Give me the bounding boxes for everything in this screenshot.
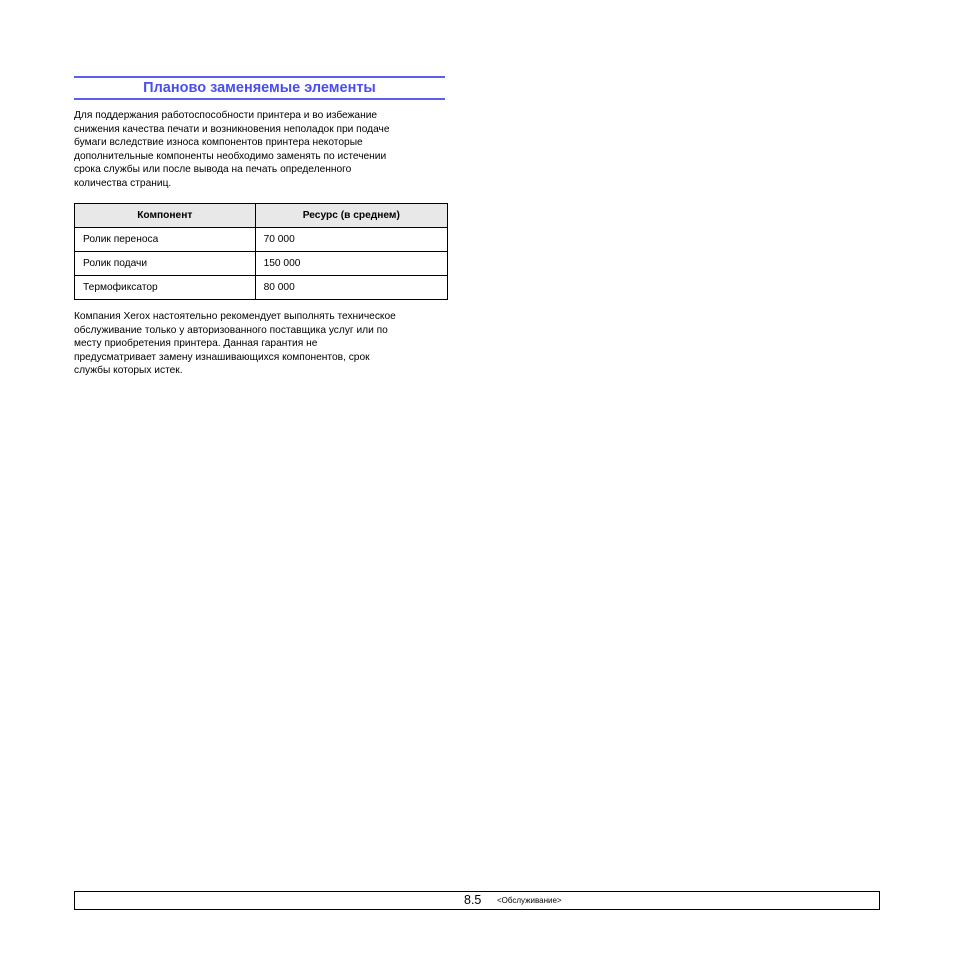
component-cell: Термофиксатор [75, 276, 256, 300]
intro-line: снижения качества печати и возникновения неполадок при подаче [74, 123, 390, 135]
table-row [75, 252, 448, 276]
intro-line: количества страниц. [74, 177, 172, 189]
intro-line: Для поддержания работоспособности принтера и во избежание [74, 110, 378, 121]
intro-line: бумаги вследствие износа компонентов принтера некоторые [74, 137, 363, 149]
yield-cell: 80 000 [255, 276, 447, 300]
footer-section-name: <Обслуживание> [497, 896, 562, 905]
intro-paragraph [74, 109, 449, 191]
component-cell: Ролик переноса [75, 228, 256, 252]
table-header-row [75, 204, 448, 228]
warranty-note-paragraph [74, 310, 449, 378]
section-heading-block [74, 76, 445, 100]
note-line: обслуживание только у авторизованного поставщика услуг или по [74, 324, 388, 336]
note-line: предусматривает замену изнашивающихся компонентов, срок [74, 351, 370, 363]
replaceable-parts-table [74, 203, 448, 300]
intro-line: дополнительные компоненты необходимо заменять по истечении [74, 150, 387, 162]
table-row [75, 276, 448, 300]
section-title: Планово заменяемые элементы [143, 80, 376, 96]
intro-line: срока службы или после вывода на печать определенного [74, 164, 352, 176]
note-line: месту приобретения принтера. Данная гарантия не [74, 338, 318, 350]
table-row [75, 228, 448, 252]
column-header-component: Компонент [75, 204, 256, 228]
page-number: 8.5 [464, 893, 482, 907]
component-cell: Ролик подачи [75, 252, 256, 276]
yield-cell: 70 000 [255, 228, 447, 252]
note-line: Компания Xerox настоятельно рекомендует выполнять техническое [74, 311, 396, 322]
note-line: службы которых истек. [74, 365, 183, 377]
page-footer [74, 891, 880, 910]
column-header-yield: Ресурс (в среднем) [255, 204, 447, 228]
yield-cell: 150 000 [255, 252, 447, 276]
